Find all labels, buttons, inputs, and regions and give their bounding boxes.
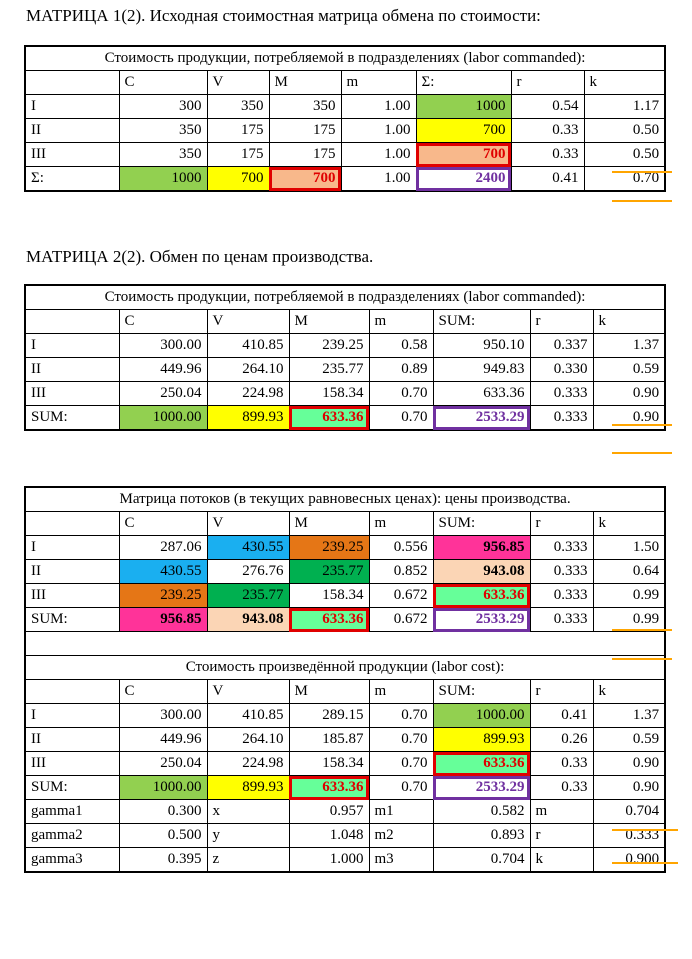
header-cell: M [289,512,369,536]
cell: 430.55 [207,536,289,560]
cell: 0.70 [369,728,433,752]
cell: 0.333 [530,406,593,431]
cell: 264.10 [207,358,289,382]
cell: 1.00 [341,119,416,143]
table-row [25,334,665,358]
cell: 175 [269,143,341,167]
param-name: m2 [369,824,433,848]
cell: 0.330 [530,358,593,382]
cell: 449.96 [119,728,207,752]
row-label: II [25,119,119,143]
cell: 287.06 [119,536,207,560]
cell: 0.333 [530,560,593,584]
header-cell: k [584,71,665,95]
cell: 2533.29 [433,608,530,632]
table-row [25,358,665,382]
param-value: 0.395 [119,848,207,873]
cell: 224.98 [207,382,289,406]
cell: 700 [416,143,511,167]
cell: 158.34 [289,752,369,776]
header-cell: m [369,512,433,536]
header-cell: C [119,310,207,334]
table-row [25,560,665,584]
header-cell [25,71,119,95]
header-cell: r [530,512,593,536]
cell: 0.58 [369,334,433,358]
cell: 943.08 [207,608,289,632]
param-name: m3 [369,848,433,873]
table-row [25,584,665,608]
flow-matrix-table [24,486,666,873]
cell: 0.333 [530,536,593,560]
cell: 1.17 [584,95,665,119]
cell: 235.77 [289,358,369,382]
param-value: 0.704 [593,800,665,824]
param-row [25,848,665,873]
k-underline [612,862,678,864]
cell: 0.70 [369,776,433,800]
cell: 175 [207,143,269,167]
table-row [25,752,665,776]
row-label: III [25,584,119,608]
header-cell: SUM: [433,680,530,704]
param-value: 0.300 [119,800,207,824]
param-name: x [207,800,289,824]
k-underline [612,658,672,660]
cell: 0.33 [530,776,593,800]
cell: 410.85 [207,334,289,358]
param-name: y [207,824,289,848]
cell: 956.85 [433,536,530,560]
cell: 0.99 [593,608,665,632]
cell: 224.98 [207,752,289,776]
cell: 633.36 [433,382,530,406]
row-label: Σ: [25,167,119,192]
param-name: gamma1 [25,800,119,824]
cell: 0.70 [369,704,433,728]
table-row [25,95,665,119]
param-value: 0.704 [433,848,530,873]
table-total-row [25,608,665,632]
matrix2-table [24,284,666,431]
cell: 1000.00 [119,406,207,431]
cell: 633.36 [289,776,369,800]
cell: 0.33 [530,752,593,776]
cell: 0.672 [369,608,433,632]
table-row [25,536,665,560]
table-total-row [25,776,665,800]
header-cell: k [593,512,665,536]
param-value: 1.000 [289,848,369,873]
cell: 158.34 [289,584,369,608]
header-cell: C [119,512,207,536]
cell: 0.90 [593,776,665,800]
header-cell [25,512,119,536]
row-label: I [25,95,119,119]
cell: 899.93 [207,776,289,800]
header-cell: V [207,71,269,95]
cell: 700 [207,167,269,192]
row-label: SUM: [25,406,119,431]
param-value: 0.893 [433,824,530,848]
matrix2-heading: МАТРИЦА 2(2). Обмен по ценам производства. [26,247,374,266]
cell: 1000 [416,95,511,119]
k-underline [612,452,672,454]
table-title: Матрица потоков (в текущих равновесных ценах): цены производства. [25,487,665,512]
k-underline [612,829,678,831]
row-label: I [25,704,119,728]
param-row [25,824,665,848]
table-title: Стоимость продукции, потребляемой в подразделениях (labor commanded): [25,285,665,310]
row-label: SUM: [25,776,119,800]
table-row [25,704,665,728]
cell: 0.90 [593,382,665,406]
cell: 2533.29 [433,776,530,800]
table-row [25,143,665,167]
param-value: 0.500 [119,824,207,848]
cell: 239.25 [119,584,207,608]
cell: 0.70 [369,382,433,406]
param-name: z [207,848,289,873]
row-label: SUM: [25,608,119,632]
param-name: m1 [369,800,433,824]
param-name: gamma2 [25,824,119,848]
cell: 633.36 [289,608,369,632]
header-cell: m [341,71,416,95]
row-label: I [25,536,119,560]
matrix1-heading: МАТРИЦА 1(2). Исходная стоимостная матрица обмена по стоимости: [26,6,541,25]
matrix1-table [24,45,666,192]
cell: 350 [207,95,269,119]
k-underline [612,424,672,426]
cell: 0.333 [530,608,593,632]
spacer-row [25,632,665,656]
cell: 2533.29 [433,406,530,431]
cell: 633.36 [433,752,530,776]
cell: 300.00 [119,704,207,728]
cell: 1000.00 [433,704,530,728]
header-cell: V [207,512,289,536]
cell: 0.59 [593,728,665,752]
table-row [25,119,665,143]
cell: 264.10 [207,728,289,752]
row-label: III [25,752,119,776]
cell: 0.852 [369,560,433,584]
cell: 158.34 [289,382,369,406]
cell: 0.41 [511,167,584,192]
header-cell: r [530,680,593,704]
param-name: k [530,848,593,873]
header-cell: m [369,310,433,334]
header-cell: m [369,680,433,704]
table-header-row [25,71,665,95]
header-cell: C [119,71,207,95]
cell: 449.96 [119,358,207,382]
param-value: 0.333 [593,824,665,848]
cell: 0.70 [369,752,433,776]
param-value: 0.582 [433,800,530,824]
cell: 1000 [119,167,207,192]
header-cell: SUM: [433,310,530,334]
cell: 0.333 [530,584,593,608]
header-cell: V [207,310,289,334]
header-cell: k [593,680,665,704]
table-title: Стоимость произведённой продукции (labor cost): [25,656,665,680]
cell: 0.54 [511,95,584,119]
cell: 0.70 [584,167,665,192]
cell: 0.41 [530,704,593,728]
header-cell: Σ: [416,71,511,95]
cell: 1.37 [593,334,665,358]
table-total-row [25,167,665,192]
row-label: II [25,560,119,584]
cell: 175 [207,119,269,143]
param-row [25,800,665,824]
cell: 289.15 [289,704,369,728]
cell: 943.08 [433,560,530,584]
cell: 0.89 [369,358,433,382]
cell: 0.33 [511,143,584,167]
cell: 1.00 [341,167,416,192]
param-value: 0.957 [289,800,369,824]
k-underline [612,629,672,631]
row-label: III [25,143,119,167]
row-label: III [25,382,119,406]
header-cell: C [119,680,207,704]
cell: 175 [269,119,341,143]
table-title: Стоимость продукции, потребляемой в подразделениях (labor commanded): [25,46,665,71]
cell: 2400 [416,167,511,192]
cell: 0.70 [369,406,433,431]
table-total-row [25,406,665,431]
table-row [25,382,665,406]
header-cell: M [289,680,369,704]
table-row [25,728,665,752]
header-cell: k [593,310,665,334]
cell: 899.93 [433,728,530,752]
cell: 0.337 [530,334,593,358]
k-underline [612,200,672,202]
table-header-row [25,512,665,536]
cell: 0.64 [593,560,665,584]
cell: 1.00 [341,95,416,119]
k-underline [612,171,672,173]
cell: 0.99 [593,584,665,608]
cell: 410.85 [207,704,289,728]
cell: 956.85 [119,608,207,632]
cell: 235.77 [207,584,289,608]
param-value: 0.900 [593,848,665,873]
header-cell: M [269,71,341,95]
cell: 0.556 [369,536,433,560]
cell: 0.90 [593,406,665,431]
cell: 1.00 [341,143,416,167]
cell: 250.04 [119,752,207,776]
cell: 0.50 [584,143,665,167]
header-cell [25,680,119,704]
param-name: gamma3 [25,848,119,873]
header-cell: r [530,310,593,334]
cell: 0.33 [511,119,584,143]
param-name: r [530,824,593,848]
cell: 276.76 [207,560,289,584]
row-label: I [25,334,119,358]
cell: 1.37 [593,704,665,728]
cell: 239.25 [289,536,369,560]
cell: 0.26 [530,728,593,752]
cell: 300.00 [119,334,207,358]
cell: 250.04 [119,382,207,406]
cell: 950.10 [433,334,530,358]
row-label: II [25,358,119,382]
header-cell [25,310,119,334]
cell: 350 [269,95,341,119]
cell: 185.87 [289,728,369,752]
cell: 239.25 [289,334,369,358]
cell: 300 [119,95,207,119]
header-cell: SUM: [433,512,530,536]
cell: 350 [119,119,207,143]
row-label: II [25,728,119,752]
cell: 633.36 [433,584,530,608]
cell: 700 [269,167,341,192]
cell: 633.36 [289,406,369,431]
cell: 0.672 [369,584,433,608]
cell: 700 [416,119,511,143]
table-header-row [25,310,665,334]
cell: 0.333 [530,382,593,406]
cell: 1.50 [593,536,665,560]
cell: 350 [119,143,207,167]
header-cell: M [289,310,369,334]
cell: 949.83 [433,358,530,382]
cell: 235.77 [289,560,369,584]
cell: 430.55 [119,560,207,584]
header-cell: V [207,680,289,704]
cell: 899.93 [207,406,289,431]
table-header-row [25,680,665,704]
cell: 0.59 [593,358,665,382]
cell: 1000.00 [119,776,207,800]
cell: 0.50 [584,119,665,143]
param-name: m [530,800,593,824]
cell: 0.90 [593,752,665,776]
param-value: 1.048 [289,824,369,848]
header-cell: r [511,71,584,95]
